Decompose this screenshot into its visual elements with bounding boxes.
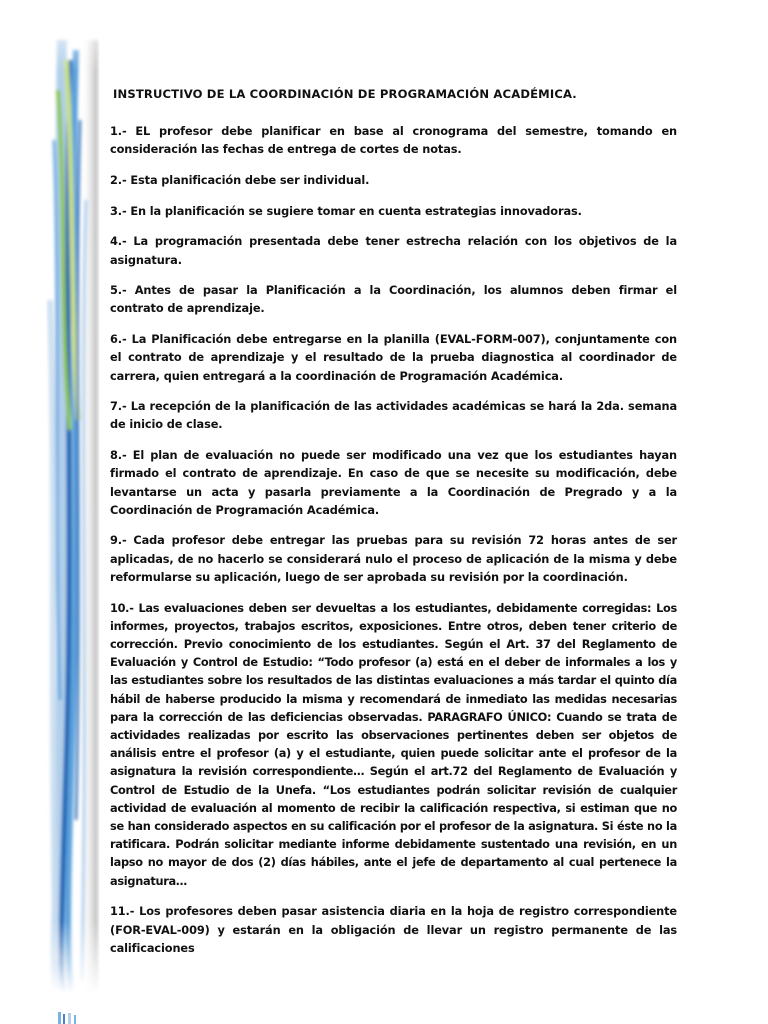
instruction-item-4: 4.- La programación presentada debe tener estrecha relación con los objetivos de la asignatura. xyxy=(110,234,677,267)
decorative-side-stripes xyxy=(0,0,110,1024)
instruction-item-2: 2.- Esta planificación debe ser individual. xyxy=(110,172,370,187)
document-title: INSTRUCTIVO DE LA COORDINACIÓN DE PROGRAMACIÓN ACADÉMICA. xyxy=(113,87,577,101)
instruction-item-5: 5.- Antes de pasar la Planificación a la Coordinación, los alumnos deben firmar el contrato de aprendizaje. xyxy=(110,283,677,316)
instruction-item-1: 1.- EL profesor debe planificar en base al cronograma del semestre, tomando en consideración las fechas de entrega de cortes de notas. xyxy=(110,124,677,157)
instruction-item-8: 8.- El plan de evaluación no puede ser modificado una vez que los estudiantes hayan firmado el contrato de aprendizaje. En caso de que se necesite su modificación, debe levantarse un acta y pasarla previamente a la Coordinación de Pregrado y a la Coordinación de Programación Académica. xyxy=(110,448,677,517)
document-body xyxy=(110,84,677,969)
instruction-item-6: 6.- La Planificación debe entregarse en la planilla (EVAL-FORM-007), conjuntamente con el contrato de aprendizaje y el resultado de la prueba diagnostica al coordinador de carrera, quien entregará a la coordinación de Programación Académica. xyxy=(110,332,677,383)
instruction-item-3: 3.- En la planificación se sugiere tomar en cuenta estrategias innovadoras. xyxy=(110,203,582,218)
instruction-item-9: 9.- Cada profesor debe entregar las pruebas para su revisión 72 horas antes de ser aplicadas, de no hacerlo se considerará nulo el proceso de aplicación de la misma y debe reformularse su aplicación, luego de ser aprobada su revisión por la coordinación. xyxy=(110,533,677,584)
instruction-item-11: 11.- Los profesores deben pasar asistencia diaria en la hoja de registro correspondiente (FOR-EVAL-009) y estarán en la obligación de llevar un registro permanente de las calificaciones xyxy=(110,904,677,955)
instruction-item-7: 7.- La recepción de la planificación de las actividades académicas se hará la 2da. semana de inicio de clase. xyxy=(110,399,677,432)
instruction-item-10: 10.- Las evaluaciones deben ser devueltas a los estudiantes, debidamente corregidas: Los informes, proyectos, trabajos escritos, exposiciones. Entre otros, deben tener criterio de corrección. Previo conocimiento de los estudiantes. Según el Art. 37 del Reglamento de Evaluación y Control de Estudio: “Todo profesor (a) está en el deber de informales a los y las estudiantes sobre los resultados de las distintas evaluaciones a más tardar el quinto día hábil de haberse producido la misma y recomendará de inmediato las medidas necesarias para la corrección de las deficiencias observadas. PARAGRAFO ÚNICO: Cuando se trata de actividades realizadas por escrito las observaciones pertinentes deben ser objetos de análisis entre el profesor (a) y el estudiante, quien puede solicitar ante el profesor de la asignatura la revisión correspondiente… Según el art.72 del Reglamento de Evaluación y Control de Estudio de la Unefa. “Los estudiantes podrán solicitar revisión de cualquier actividad de evaluación al momento de recibir la calificación respectiva, si estiman que no se han considerado aspectos en su calificación por el profesor de la asignatura. Si éste no la ratificara. Podrán solicitar mediante informe debidamente sustentado una revisión, en un lapso no mayor de dos (2) días hábiles, ante el jefe de departamento al cual pertenece la asignatura… xyxy=(110,600,677,888)
